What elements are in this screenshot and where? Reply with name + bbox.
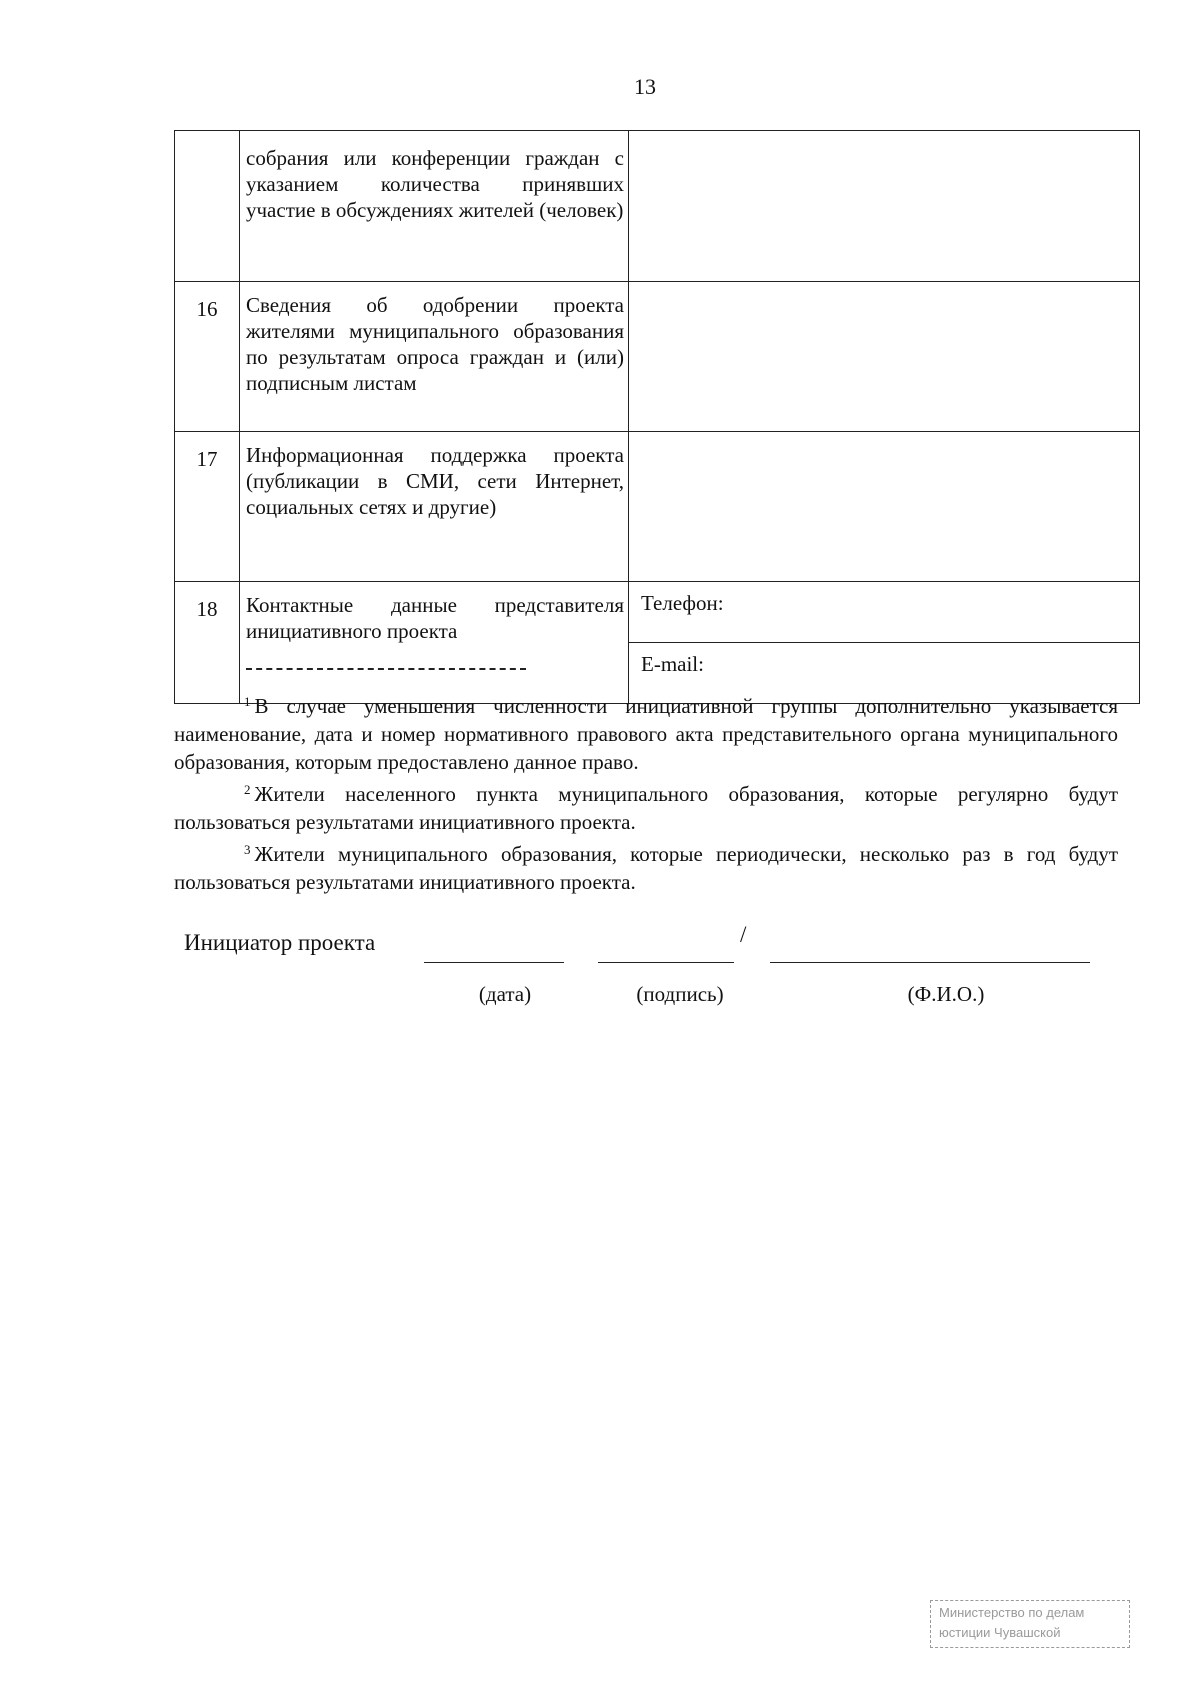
footnotes xyxy=(174,688,1118,896)
fio-caption: (Ф.И.О.) xyxy=(907,982,985,1006)
table-row xyxy=(175,432,1140,582)
stamp-line: Министерство по делам xyxy=(939,1605,1085,1620)
signature-caption: (подпись) xyxy=(636,982,724,1006)
footnote-separator xyxy=(246,668,526,670)
footnote-mark: 1 xyxy=(244,694,251,709)
email-field[interactable]: E-mail: xyxy=(629,643,1140,704)
footnote-text: Жители муниципального образования, которые периодически, несколько раз в год будут пользоваться результатами инициативного проекта. xyxy=(174,842,1118,894)
row-number: 16 xyxy=(175,282,240,432)
footnote xyxy=(174,776,1118,836)
row-description: Контактные данные представителя инициативного проекта xyxy=(240,582,629,704)
project-form-table xyxy=(174,130,1140,704)
signature-line[interactable] xyxy=(598,962,734,963)
footnote xyxy=(174,688,1118,776)
registration-stamp xyxy=(930,1600,1130,1648)
row-description: собрания или конференции граждан с указанием количества принявших участие в обсуждениях жителей (человек) xyxy=(240,131,629,282)
footnote-text: В случае уменьшения численности инициативной группы дополнительно указывается наименование, дата и номер нормативного правового акта представительного органа муниципального образования, которым предоставлено данное право. xyxy=(174,694,1118,774)
footnote-mark: 2 xyxy=(244,782,251,797)
table-row xyxy=(175,282,1140,432)
stamp-line: юстиции Чувашской xyxy=(939,1625,1061,1640)
date-line[interactable] xyxy=(424,962,564,963)
signature-separator: / xyxy=(740,922,747,947)
footnote-text: Жители населенного пункта муниципального образования, которые регулярно будут пользоваться результатами инициативного проекта. xyxy=(174,782,1118,834)
row-number xyxy=(175,131,240,282)
row-value-cell[interactable] xyxy=(629,432,1140,582)
row-value-cell[interactable] xyxy=(629,282,1140,432)
fio-line[interactable] xyxy=(770,962,1090,963)
footnote-mark: 3 xyxy=(244,842,251,857)
table-row xyxy=(175,131,1140,282)
row-number: 18 xyxy=(175,582,240,704)
row-description: Сведения об одобрении проекта жителями муниципального образования по результатам опроса граждан и (или) подписным листам xyxy=(240,282,629,432)
page-number: 13 xyxy=(634,74,656,99)
row-number: 17 xyxy=(175,432,240,582)
footnote xyxy=(174,836,1118,896)
row-description: Информационная поддержка проекта (публикации в СМИ, сети Интернет, социальных сетях и другие) xyxy=(240,432,629,582)
phone-field[interactable]: Телефон: xyxy=(629,582,1140,643)
signature-label: Инициатор проекта xyxy=(184,930,376,955)
date-caption: (дата) xyxy=(478,982,532,1006)
contact-row xyxy=(175,582,1140,643)
row-value-cell[interactable] xyxy=(629,131,1140,282)
